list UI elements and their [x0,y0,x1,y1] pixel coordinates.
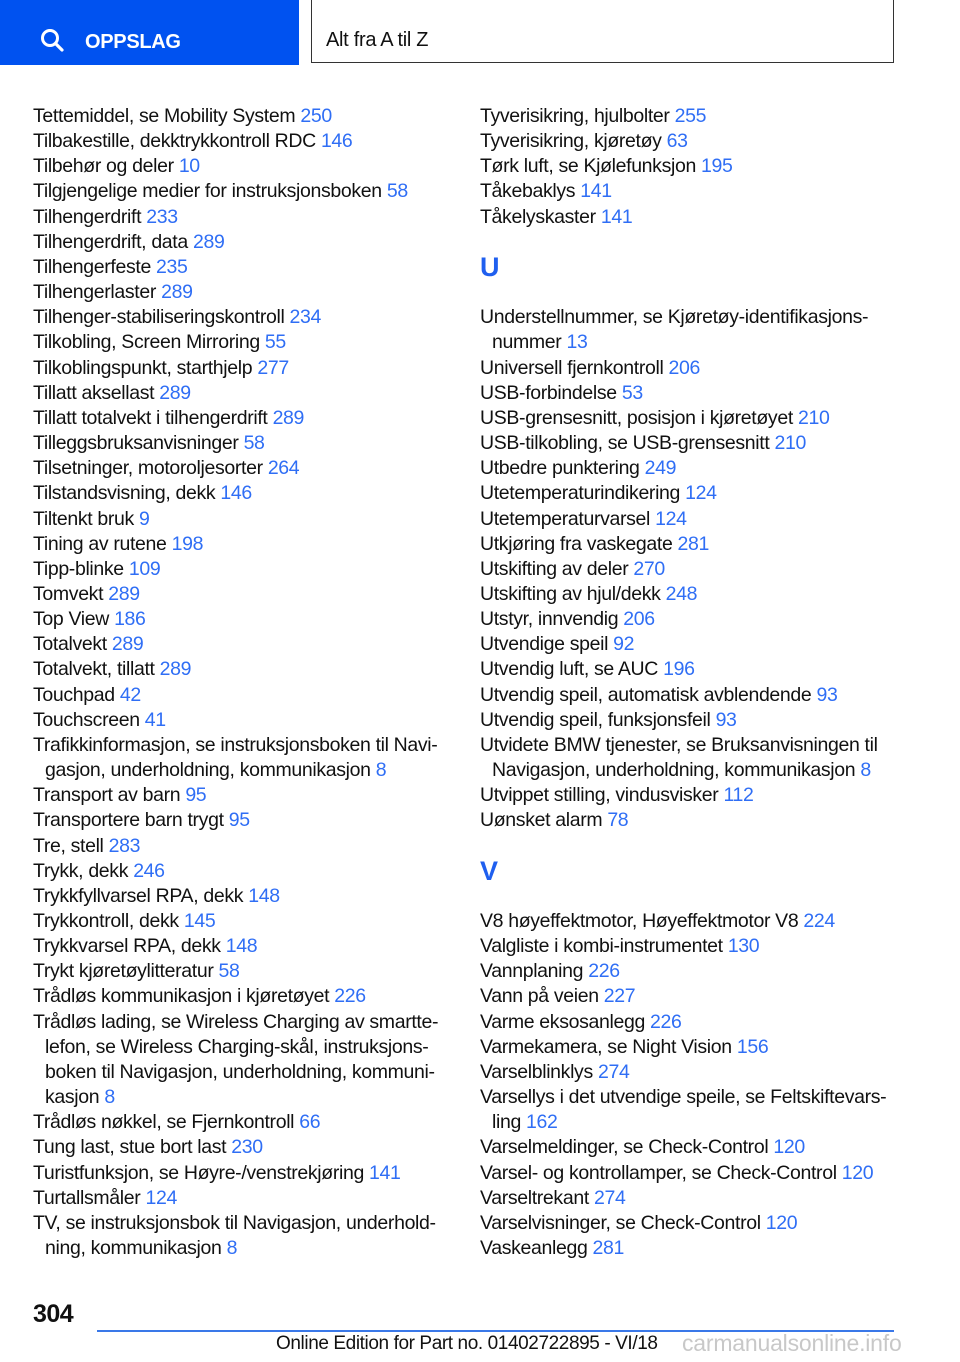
entry-text: Valgliste i kombi-instrumentet [480,935,723,958]
entry-text: Varme eksosanlegg [480,1010,645,1033]
entry-text: Utvendig luft, se AUC [480,658,658,681]
index-entry [33,129,438,154]
page-link[interactable]: 289 [108,582,140,605]
page-link[interactable]: 146 [320,130,353,153]
entry-text: V8 høyeffektmotor, Høyeffektmotor V8 [480,910,799,932]
entry-text: Tillatt aksellast [33,381,155,404]
index-entry [33,280,438,305]
page-link[interactable]: 226 [588,960,620,983]
entry-text: Tilhengerfeste [33,255,151,278]
entry-text: lefon, se Wireless Charging-skål, instruksjons- [45,1035,429,1058]
entry-text: Utvendig speil, funksjonsfeil [480,708,711,731]
index-entry [480,1135,886,1160]
index-entry [33,1211,438,1261]
index-entry [480,582,886,607]
page-link[interactable]: 289 [159,381,191,404]
entry-text: Utvidete BMW tjenester, se Bruksanvisningen til [480,733,878,756]
index-entry [480,179,886,204]
index-entry [33,557,438,582]
index-entry [480,657,886,682]
page-link[interactable]: 145 [183,910,216,932]
page-link[interactable]: 226 [650,1010,682,1033]
entry-text: Utetemperaturindikering [480,482,681,505]
page-link[interactable]: 277 [257,356,289,379]
index-entry [480,1035,886,1060]
index-entry [33,255,438,280]
page-link[interactable]: 281 [677,532,710,555]
page-link[interactable]: 234 [289,306,322,329]
index-entry [33,884,438,909]
page-link[interactable]: 13 [566,331,588,354]
index-entry [480,1010,886,1035]
page-link[interactable]: 270 [633,557,665,580]
page-link[interactable]: 53 [621,381,643,404]
index-entry [33,230,438,255]
page-link[interactable]: 235 [156,255,188,278]
index-entry [480,154,886,179]
index-entry [33,330,438,355]
page-link[interactable]: 112 [723,784,754,807]
index-entry [480,1060,886,1085]
entry-text: USB-grensesnitt, posisjon i kjøretøyet [480,406,793,429]
index-entry [33,582,438,607]
index-entry [33,406,438,431]
entry-text: Uønsket alarm [480,809,603,832]
entry-text: Turistfunksjon, se Høyre-/venstrekjøring [33,1161,364,1184]
index-entry [33,179,438,204]
index-entry [33,733,438,783]
entry-text: Utetemperaturvarsel [480,507,651,530]
page-link[interactable]: 195 [701,155,733,178]
entry-text: Utstyr, innvendig [480,608,619,631]
index-entry [33,431,438,456]
entry-text: USB-tilkobling, se USB-grensesnitt [480,432,770,455]
page-link[interactable]: 281 [592,1237,625,1260]
entry-text: Varsellys i det utvendige speile, se Feltskiftevars- [480,1086,887,1109]
entry-text: Utvendige speil [480,633,609,656]
page-link[interactable]: 289 [159,658,192,681]
entry-text: Tilleggsbruksanvisninger [33,432,239,455]
index-entry [480,783,886,808]
entry-text: Totalvekt [33,633,107,656]
page-link[interactable]: 9 [139,507,150,530]
page-link[interactable]: 148 [248,884,280,907]
index-entry [33,532,438,557]
page-link[interactable]: 8 [104,1086,115,1109]
letter-heading: U [480,251,500,282]
entry-text: Tilkoblingspunkt, starthjelp [33,356,253,379]
entry-text: Turtallsmåler [33,1186,141,1209]
index-entry [480,1211,886,1236]
index-entry [33,1135,438,1160]
index-entry [33,456,438,481]
entry-text: Tiltenkt bruk [33,507,134,530]
index-entry [33,104,438,129]
page-link[interactable]: 78 [607,809,629,832]
index-entry [480,205,886,230]
entry-text: Tilgjengelige medier for instruksjonsboken [33,180,382,203]
page-link[interactable]: 226 [334,985,366,1008]
index-entry [33,607,438,632]
entry-text: Utskifting av deler [480,557,629,580]
page-link[interactable]: 186 [114,608,146,631]
page-link[interactable]: 264 [267,457,300,480]
page-link[interactable]: 10 [178,155,200,178]
index-entry [480,733,886,783]
page-link[interactable]: 249 [644,457,677,480]
entry-text: Universell fjernkontroll [480,356,664,379]
page-link[interactable]: 230 [231,1136,263,1159]
index-entry [480,1186,886,1211]
entry-text: Tomvekt [33,582,104,605]
page-link[interactable]: 93 [715,708,737,731]
entry-text: Tørk luft, se Kjølefunksjon [480,155,696,178]
index-entry [480,708,886,733]
letter-heading: V [480,855,498,886]
entry-text: Understellnummer, se Kjøretøy-identifikasjons- [480,306,869,329]
page-link[interactable]: 95 [185,784,207,807]
page-link[interactable]: 93 [816,683,838,706]
entry-text: gasjon, underholdning, kommunikasjon [45,759,371,782]
page-link[interactable]: 156 [736,1035,769,1058]
page-link[interactable]: 206 [668,356,700,379]
entry-text: Tipp-blinke [33,557,124,580]
page-link[interactable]: 289 [272,406,305,429]
index-entry [480,632,886,657]
page-link[interactable]: 250 [300,105,332,127]
page-link[interactable]: 120 [841,1161,874,1184]
entry-text: Trådløs kommunikasjon i kjøretøyet [33,985,330,1008]
entry-text: Tåkebaklys [480,180,576,203]
page-link[interactable]: 198 [171,532,204,555]
entry-text: Trykk, dekk [33,859,129,882]
page-link[interactable]: 8 [860,759,871,782]
entry-text: Varselblinklys [480,1060,593,1083]
lookup-tab[interactable] [0,0,299,65]
index-entry [33,657,438,682]
entry-text: Trafikkinformasjon, se instruksjonsboken til Navi- [33,733,438,756]
index-entry [33,481,438,506]
entry-text: Tining av rutene [33,532,167,555]
entry-text: Vaskeanlegg [480,1237,588,1260]
entry-text: Trykkfyllvarsel RPA, dekk [33,884,244,907]
page-link[interactable]: 141 [369,1161,401,1184]
index-entry [480,381,886,406]
page-link[interactable]: 274 [597,1060,630,1083]
page-link[interactable]: 95 [228,809,250,832]
page-link[interactable]: 8 [375,759,387,782]
entry-text: Trådløs lading, se Wireless Charging av smartte- [33,1010,439,1033]
page-link[interactable]: 92 [613,633,635,656]
index-entry [480,456,886,481]
entry-text: Tilhengerdrift, data [33,230,188,253]
entry-text: Utkjøring fra vaskegate [480,532,673,555]
entry-text: Tettemiddel, se Mobility System [33,105,296,127]
index-entry [33,783,438,808]
section-title: Alt fra A til Z [326,29,429,51]
index-entry [480,984,886,1009]
entry-text: Trådløs nøkkel, se Fjernkontroll [33,1111,295,1134]
index-entry [33,154,438,179]
entry-text: Tung last, stue bort last [33,1136,227,1159]
page-link[interactable]: 58 [218,960,240,983]
page-link[interactable]: 124 [685,482,717,505]
index-entry [33,1110,438,1135]
index-column-right [480,104,886,1261]
page-link[interactable]: 124 [145,1186,177,1209]
index-entry [480,934,886,959]
entry-text: Varmekamera, se Night Vision [480,1035,732,1058]
entry-text: Utskifting av hjul/dekk [480,582,661,605]
page-link[interactable]: 8 [226,1237,238,1260]
entry-text: Tillatt totalvekt i tilhengerdrift [33,406,268,429]
page-link[interactable]: 162 [526,1111,558,1134]
entry-text: Tåkelyskaster [480,205,596,228]
entry-text: Varseltrekant [480,1186,589,1209]
page-link[interactable]: 227 [603,985,636,1008]
page-link[interactable]: 289 [111,633,144,656]
entry-text: Tilhengerdrift [33,205,142,228]
page-link[interactable]: 41 [144,708,166,731]
page-link[interactable]: 246 [133,859,165,882]
page-link[interactable]: 124 [655,507,687,530]
entry-text: Varselvisninger, se Check-Control [480,1211,761,1234]
page-link[interactable]: 66 [299,1111,321,1134]
entry-text: Top View [33,608,109,631]
entry-text: Utvendig speil, automatisk avblendende [480,683,812,706]
page-link[interactable]: 58 [386,180,408,203]
index-entry [33,834,438,859]
page-link[interactable]: 130 [727,935,760,958]
entry-text: USB-forbindelse [480,381,617,404]
index-entry [33,708,438,733]
entry-text: boken til Navigasjon, underholdning, kommuni- [45,1060,435,1083]
entry-text: Tilbehør og deler [33,155,174,178]
index-entry [33,1161,438,1186]
entry-text: Tilhengerlaster [33,281,157,304]
index-entry [33,305,438,330]
index-entry [33,381,438,406]
index-entry [33,507,438,532]
entry-text: Tre, stell [33,834,104,857]
index-entry [480,607,886,632]
entry-text: nummer [492,331,562,354]
index-entry [480,683,886,708]
page-link[interactable]: 248 [665,582,698,605]
entry-text: Vann på veien [480,985,599,1008]
index-entry [480,104,886,129]
entry-text: Navigasjon, underholdning, kommunikasjon [492,759,856,782]
entry-text: ning, kommunikasjon [45,1237,222,1260]
index-entry [33,205,438,230]
page-link[interactable]: 196 [663,658,695,681]
entry-text: Touchscreen [33,708,140,731]
index-entry [480,959,886,984]
index-entry [33,984,438,1009]
index-entry [480,431,886,456]
page-link[interactable]: 206 [623,608,655,631]
page-link[interactable]: 283 [108,834,141,857]
page-link[interactable]: 141 [580,180,612,203]
page-link[interactable]: 148 [225,935,258,958]
index-entry [33,1186,438,1211]
entry-text: Tilsetninger, motoroljesorter [33,457,263,480]
entry-text: kasjon [45,1086,100,1109]
index-entry [33,934,438,959]
entry-text: Touchpad [33,683,115,706]
entry-text: Varsel- og kontrollamper, se Check-Control [480,1161,837,1184]
index-entry [33,683,438,708]
index-entry [480,808,886,833]
index-entry [480,507,886,532]
index-entry [480,1085,886,1135]
index-entry [480,532,886,557]
page-link[interactable]: 63 [666,130,688,153]
index-entry [480,909,886,934]
index-entry [33,1010,438,1111]
entry-text: Vannplaning [480,960,584,983]
entry-text: Tilkobling, Screen Mirroring [33,331,260,354]
index-entry [33,859,438,884]
index-entry [480,305,886,355]
page-link[interactable]: 233 [146,205,178,228]
entry-text: TV, se instruksjonsbok til Navigasjon, underhold- [33,1211,436,1234]
page-link[interactable]: 109 [128,557,161,580]
index-entry [480,481,886,506]
entry-text: Tyverisikring, hjulbolter [480,105,670,127]
entry-text: Totalvekt, tillatt [33,658,155,681]
page-link[interactable]: 146 [220,482,252,505]
entry-text: Utvippet stilling, vindusvisker [480,784,719,807]
entry-text: Transport av barn [33,784,181,807]
index-entry [33,632,438,657]
entry-text: Trykt kjøretøylitteratur [33,960,214,983]
entry-text: Tilbakestille, dekktrykkontroll RDC [33,130,316,153]
page-link[interactable]: 120 [773,1136,805,1159]
page-link[interactable]: 42 [119,683,141,706]
watermark: carmanualsonline.info [682,1330,902,1356]
entry-text: Tilhenger-stabiliseringskontroll [33,306,285,329]
entry-text: Varselmeldinger, se Check-Control [480,1136,769,1159]
index-column-left [33,104,438,1261]
entry-text: Utbedre punktering [480,457,640,480]
entry-text: Trykkontroll, dekk [33,910,179,932]
index-entry [33,959,438,984]
index-entry [33,356,438,381]
entry-text: Tilstandsvisning, dekk [33,482,216,505]
page-link[interactable]: 141 [600,205,633,228]
index-entry [480,406,886,431]
tab-label: OPPSLAG [85,31,181,53]
page-link[interactable]: 58 [243,432,265,455]
search-icon [40,28,66,54]
page-link[interactable]: 274 [593,1186,626,1209]
page-link[interactable]: 289 [161,281,193,304]
edition-text: Online Edition for Part no. 01402722895 - VI/18 [276,1333,658,1354]
index-entry [480,557,886,582]
page-link[interactable]: 55 [264,331,286,354]
index-entry [33,909,438,934]
index-entry [480,356,886,381]
entry-text: Transportere barn trygt [33,809,224,832]
page-link[interactable]: 210 [774,432,806,455]
page-link[interactable]: 210 [797,406,830,429]
page-link[interactable]: 289 [192,230,225,253]
page-link[interactable]: 255 [674,105,707,127]
page-number: 304 [33,1300,74,1328]
section-title-box [311,0,894,63]
page-link[interactable]: 224 [803,910,835,932]
entry-text: Tyverisikring, kjøretøy [480,130,662,153]
entry-text: Trykkvarsel RPA, dekk [33,935,221,958]
page-link[interactable]: 120 [765,1211,798,1234]
index-entry [33,808,438,833]
index-entry [480,129,886,154]
index-entry [480,1161,886,1186]
index-entry [480,1236,886,1261]
entry-text: ling [492,1111,521,1134]
